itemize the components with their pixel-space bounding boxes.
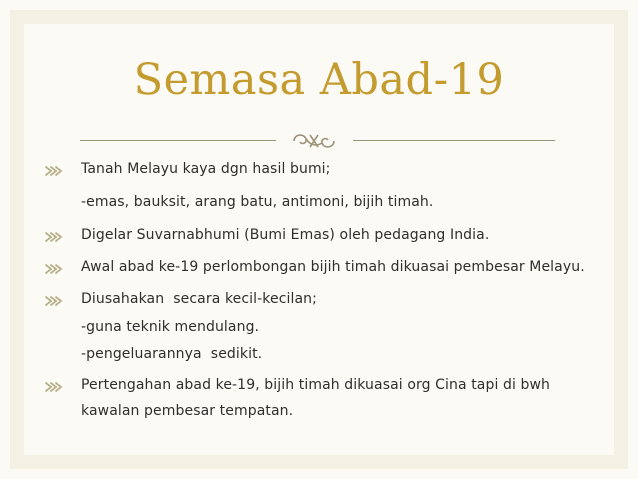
- arrow-bullet-icon: [44, 262, 66, 276]
- list-item-subtext: kawalan pembesar tempatan.: [81, 403, 294, 419]
- scroll-ornament-icon: [288, 130, 340, 152]
- arrow-bullet-icon: [44, 294, 66, 308]
- divider-line-right: [353, 140, 555, 141]
- list-item-subtext: -guna teknik mendulang.: [81, 319, 260, 335]
- title-divider: [80, 134, 555, 148]
- list-item-text: Digelar Suvarnabhumi (Bumi Emas) oleh pedagang India.: [81, 227, 490, 243]
- list-item-subtext: -pengeluarannya sedikit.: [81, 346, 263, 362]
- arrow-bullet-icon: [44, 164, 66, 178]
- list-item-text: Diusahakan secara kecil-kecilan;: [81, 291, 317, 307]
- list-item-subtext: -emas, bauksit, arang batu, antimoni, bijih timah.: [81, 194, 434, 210]
- list-item-text: Tanah Melayu kaya dgn hasil bumi;: [81, 161, 331, 177]
- list-item-text: Awal abad ke-19 perlombongan bijih timah dikuasai pembesar Melayu.: [81, 259, 585, 275]
- arrow-bullet-icon: [44, 380, 66, 394]
- slide-title: Semasa Abad-19: [133, 55, 505, 105]
- arrow-bullet-icon: [44, 230, 66, 244]
- list-item-text: Pertengahan abad ke-19, bijih timah dikuasai org Cina tapi di bwh: [81, 377, 551, 393]
- divider-line-left: [80, 140, 276, 141]
